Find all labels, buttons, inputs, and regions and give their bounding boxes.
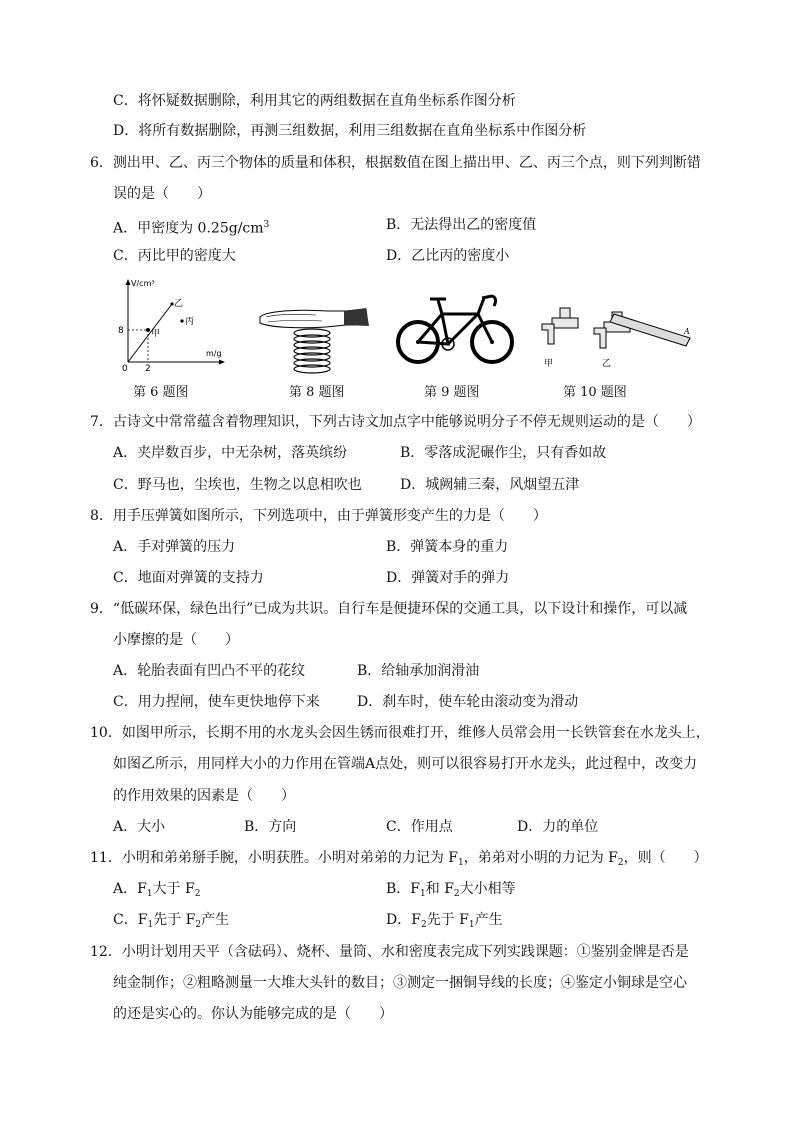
caption-fig9: 第 9 题图 <box>424 385 480 400</box>
q11-option-d: D．$F_2$先于 $F_1$产生 <box>386 912 503 930</box>
graph-point-jia: 甲 <box>151 329 161 339</box>
graph-x2: 2 <box>145 364 151 372</box>
q6-option-c: C．丙比甲的密度大 <box>113 248 236 264</box>
q10-stem-line3: 的作用效果的因素是（ ） <box>113 788 295 804</box>
fig9-bicycle <box>394 284 518 372</box>
q7-stem: 7．古诗文中常常蕴含着物理知识，下列古诗文加点字中能够说明分子不停无规则运动的是（ ） <box>90 414 701 430</box>
q6-stem-line2: 误的是（ ） <box>113 186 211 202</box>
q7-option-d: D．城阙辅三秦，风烟望五津 <box>400 477 580 493</box>
graph-point-yi: 乙 <box>174 299 184 309</box>
q9-option-a: A．轮胎表面有凹凸不平的花纹 <box>113 663 306 679</box>
q9-stem-line2: 小摩擦的是（ ） <box>113 632 239 648</box>
q9-stem-line1: 9．“低碳环保，绿色出行”已成为共识。自行车是便捷环保的交通工具，以下设计和操作，可以减 <box>90 601 688 617</box>
q9-option-b: B．给轴承加润滑油 <box>357 663 480 679</box>
q7-option-b: B．零落成泥碾作尘，只有香如故 <box>400 445 607 461</box>
graph-point-bing: 丙 <box>185 317 195 327</box>
q6-option-a: A．甲密度为 $0.25g/cm^3$ <box>113 220 270 237</box>
q8-option-d: D．弹簧对手的弹力 <box>386 570 510 586</box>
graph-y8: 8 <box>118 326 124 336</box>
q8-option-c: C．地面对弹簧的支持力 <box>113 570 264 586</box>
q6-option-d: D．乙比丙的密度小 <box>386 248 510 264</box>
fig10-faucets <box>534 300 696 372</box>
q10-option-b: B．方向 <box>244 819 297 835</box>
fig6-graph <box>110 276 230 372</box>
q12-stem-line3: 的还是实心的。你认为能够完成的是（ ） <box>113 1006 393 1022</box>
tap-label-yi: 乙 <box>602 359 612 369</box>
q12-stem-line2: 纯金制作；②粗略测量一大堆大头针的数目；③测定一捆铜导线的长度；④鉴定小铜球是空心 <box>113 975 687 991</box>
q7-option-a: A．夹岸数百步，中无杂树，落英缤纷 <box>113 445 348 461</box>
q11-option-b: B．$F_1$和 $F_2$大小相等 <box>386 881 516 899</box>
q10-option-a: A．大小 <box>113 819 166 835</box>
q6-option-b: B．无法得出乙的密度值 <box>386 217 537 233</box>
q10-stem-line1: 10．如图甲所示，长期不用的水龙头会因生锈而很难打开，维修人员常会用一长铁管套在水龙头上， <box>90 725 710 741</box>
q7-option-c: C．野马也，尘埃也，生物之以息相吹也 <box>113 477 362 493</box>
q5-option-c: C．将怀疑数据删除，利用其它的两组数据在直角坐标系作图分析 <box>113 93 516 109</box>
q11-option-a: A．$F_1$大于 $F_2$ <box>113 881 201 899</box>
q10-option-c: C．作用点 <box>386 819 453 835</box>
caption-fig8: 第 8 题图 <box>289 385 345 400</box>
graph-ylabel: V/cm³ <box>131 279 155 288</box>
q8-option-a: A．手对弹簧的压力 <box>113 539 236 555</box>
q6-stem-line1: 6．测出甲、乙、丙三个物体的质量和体积，根据数值在图上描出甲、乙、丙三个点，则下列判断错 <box>90 155 701 171</box>
caption-fig10: 第 10 题图 <box>563 385 627 400</box>
q8-stem: 8．用手压弹簧如图所示，下列选项中，由于弹簧形变产生的力是（ ） <box>90 508 547 524</box>
fig8-hand-spring <box>256 303 372 375</box>
q8-option-b: B．弹簧本身的重力 <box>386 539 509 555</box>
caption-fig6: 第 6 题图 <box>133 385 189 400</box>
q5-option-d: D．将所有数据删除，再测三组数据，利用三组数据在直角坐标系中作图分析 <box>113 123 587 139</box>
tap-label-jia: 甲 <box>544 359 554 369</box>
q9-option-c: C．用力捏闸，使车更快地停下来 <box>113 694 320 710</box>
q9-option-d: D．刹车时，使车轮由滚动变为滑动 <box>357 694 579 710</box>
q11-stem: 11．小明和弟弟掰手腕，小明获胜。小明对弟弟的力记为 $F_1$，弟弟对小明的力记为 $F_2$，则（ ） <box>90 850 708 868</box>
tap-label-A: A <box>684 327 690 336</box>
graph-xlabel: m/g <box>206 349 222 358</box>
q10-stem-line2: 如图乙所示，用同样大小的力作用在管端A点处，则可以很容易打开水龙头，此过程中，改变力 <box>113 756 698 772</box>
q11-option-c: C．$F_1$先于 $F_2$产生 <box>113 912 230 930</box>
graph-origin: 0 <box>122 364 128 372</box>
q12-stem-line1: 12．小明计划用天平（含砝码）、烧杯、量筒、水和密度表完成下列实践课题：①鉴别金牌是否是 <box>90 944 689 960</box>
q10-option-d: D．力的单位 <box>517 819 599 835</box>
